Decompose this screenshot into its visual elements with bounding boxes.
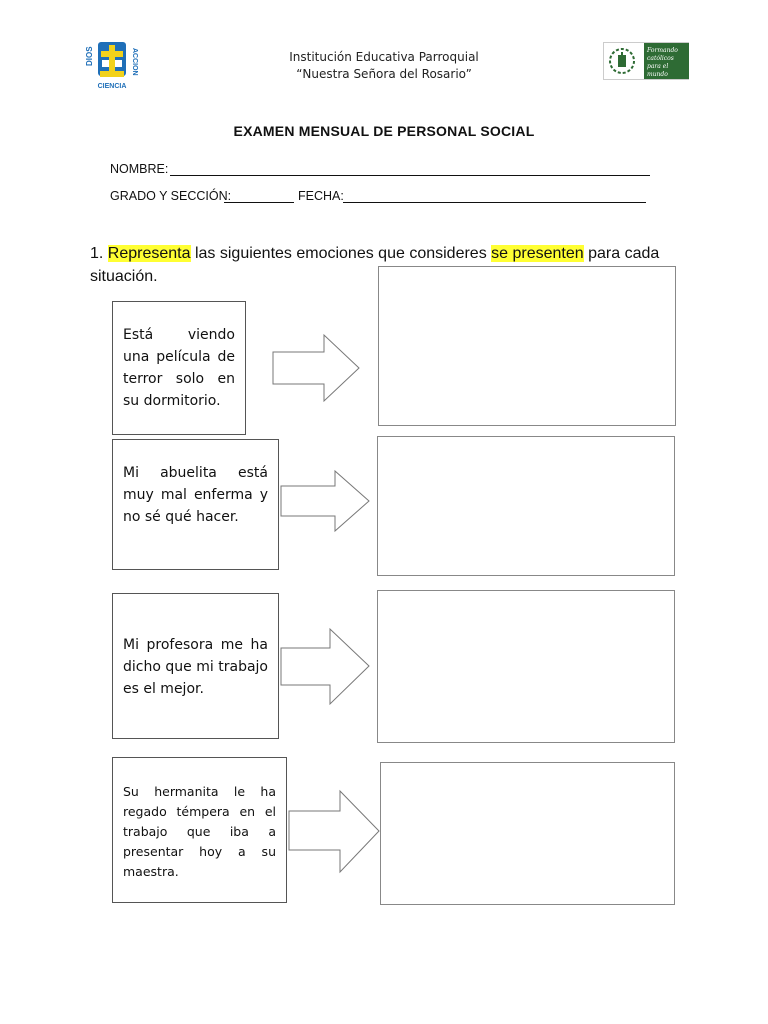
exam-title: EXAMEN MENSUAL DE PERSONAL SOCIAL (233, 123, 535, 139)
answer-box-1[interactable] (378, 266, 676, 426)
arrow-icon (288, 790, 384, 876)
situation-box-1: Está viendo una película de terror solo en su dormitorio. (112, 301, 246, 435)
date-label: FECHA: (298, 189, 344, 203)
situation-box-4: Su hermanita le ha regado témpera en el trabajo que iba a presentar hoy a su maestra. (112, 757, 287, 903)
arrow-icon (272, 334, 364, 402)
grade-field[interactable] (224, 202, 294, 203)
date-field[interactable] (343, 202, 646, 203)
arrow-icon (280, 470, 372, 532)
answer-box-3[interactable] (377, 590, 675, 743)
school-logo-left (86, 36, 138, 92)
answer-box-4[interactable] (380, 762, 675, 905)
school-motto: “Nuestra Señora del Rosario” (296, 67, 472, 81)
question-text-2: para cada situación. (90, 245, 660, 285)
logo-word-ciencia: CIENCIA (97, 83, 127, 90)
name-field[interactable] (170, 175, 650, 176)
question-number: 1. (90, 245, 104, 262)
logo-tagline: Formando católicos para el mundo (647, 47, 678, 78)
question-highlight-2: se presenten (491, 245, 584, 262)
question-text-1: las siguientes emociones que consideres (190, 245, 492, 262)
arrow-icon (280, 628, 372, 706)
logo-word-accion: ACCION (131, 48, 138, 76)
crest-icon (608, 47, 636, 75)
school-logo-right (603, 42, 689, 80)
name-label: NOMBRE: (110, 162, 169, 176)
logo-word-dios: DIOS (85, 46, 94, 66)
grade-label: GRADO Y SECCIÓN: (110, 189, 232, 203)
situation-box-2: Mi abuelita está muy mal enferma y no sé qué hacer. (112, 439, 279, 570)
situation-box-3: Mi profesora me ha dicho que mi trabajo es el mejor. (112, 593, 279, 739)
question-highlight-1: Representa (107, 245, 191, 262)
answer-box-2[interactable] (377, 436, 675, 576)
school-name: Institución Educativa Parroquial (289, 50, 479, 64)
